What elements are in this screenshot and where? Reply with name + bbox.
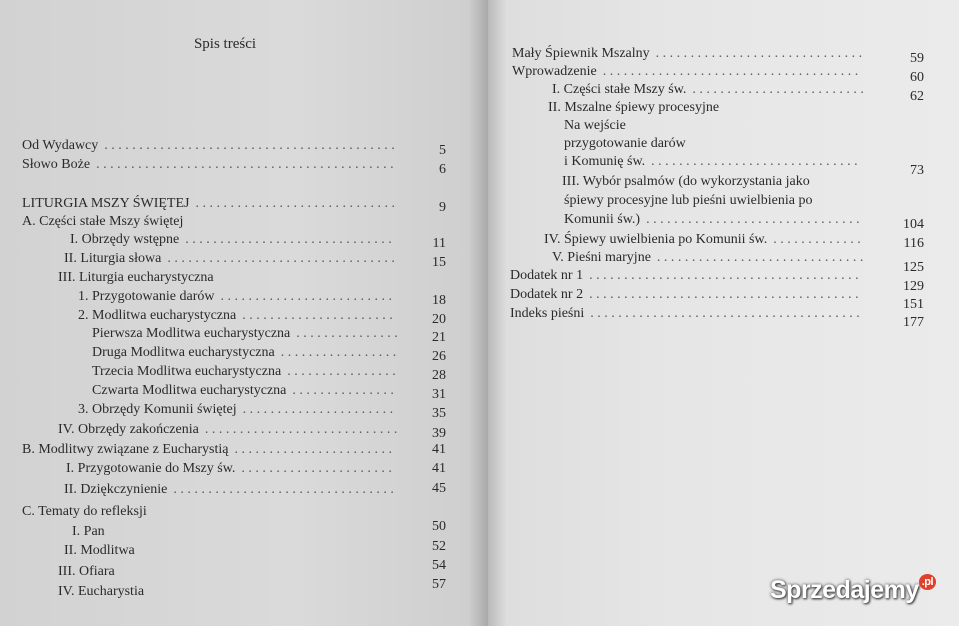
toc-page-number: 129 xyxy=(903,279,924,294)
toc-entry xyxy=(0,270,488,286)
leader-dots: . . . . . . . . . . . . . . . . . . . . . . . . . . . . . . xyxy=(655,46,863,61)
leader-dots: . . . . . . . . . . . . . . . . . . . . . . . . . . . . . . xyxy=(185,232,392,247)
leader-dots: . . . . . . . . . . . . . . . xyxy=(292,383,394,398)
toc-entry-label: III. Liturgia eucharystyczna xyxy=(58,270,214,285)
toc-entry-label: III. Ofiara xyxy=(58,564,115,579)
sprzedajemy-watermark: Sprzedajemy $^{.pl}$ xyxy=(770,576,936,605)
leader-dots: . . . . . . . . . . . . . . . . . . . . . . . . . . . . . . xyxy=(651,154,858,169)
right-page xyxy=(488,0,959,626)
toc-entry-label: 2. Modlitwa eucharystyczna xyxy=(78,308,237,323)
toc-entry-label: Trzecia Modlitwa eucharystyczna xyxy=(92,364,282,379)
toc-entry-label: I. Części stałe Mszy św. xyxy=(552,82,687,97)
toc-entry-label: I. Pan xyxy=(72,524,105,539)
toc-entry-label: II. Mszalne śpiewy procesyjne xyxy=(548,100,720,115)
toc-title: Spis treści xyxy=(193,36,257,52)
toc-entry xyxy=(488,174,959,190)
toc-entry xyxy=(488,100,959,116)
leader-dots: . . . . . . . . . . . . . . . . . . . . . . xyxy=(241,461,392,476)
toc-entry-label: V. Pieśni maryjne xyxy=(552,250,651,265)
leader-dots: . . . . . . . . . . . . . . . . . xyxy=(280,345,397,360)
leader-dots: . . . . . . . . . . . . . . . . . . . . . . . . . . . . . . . xyxy=(646,212,860,227)
toc-entry-label: IV. Eucharystia xyxy=(58,584,145,599)
toc-page-number: 15 xyxy=(432,255,446,270)
leader-dots: . . . . . . . . . . . . . xyxy=(773,232,861,247)
leader-dots: . . . . . . . . . . . . . . . . . . . . . . . . . . . . . . . . . . . . . xyxy=(602,64,859,79)
leader-dots: . . . . . . . . . . . . . . . . . . . . . . . . . xyxy=(220,289,392,304)
toc-entry-label: Czwarta Modlitwa eucharystyczna xyxy=(92,383,287,398)
toc-page-number: 104 xyxy=(903,217,924,232)
toc-entry-label: Druga Modlitwa eucharystyczna xyxy=(92,345,275,360)
toc-page-number: 35 xyxy=(432,406,446,421)
toc-entry-label: Słowo Boże xyxy=(22,157,91,172)
toc-page-number: 59 xyxy=(910,51,924,66)
toc-page-number: 18 xyxy=(432,293,446,308)
toc-page-number: 60 xyxy=(910,70,924,85)
toc-page-number: 151 xyxy=(903,297,924,312)
toc-page-number: 50 xyxy=(432,519,446,534)
leader-dots: . . . . . . . . . . . . . . . xyxy=(296,326,398,341)
toc-page-number: 62 xyxy=(910,89,924,104)
toc-entry-label: III. Wybór psalmów (do wykorzystania jako xyxy=(562,174,810,189)
toc-entry-label: Komunii św.) xyxy=(564,212,641,227)
leader-dots: . . . . . . . . . . . . . . . . . . . . . . xyxy=(242,402,394,417)
toc-page-number: 28 xyxy=(432,368,446,383)
toc-entry-label: Od Wydawcy xyxy=(22,138,99,153)
leader-dots: . . . . . . . . . . . . . . . . . . . . . . . . . . . . . . . . . . . . . . . xyxy=(590,306,860,321)
leader-dots: . . . . . . . . . . . . . . . . . . . . . . . . . . . . . . . . . . . . . . . xyxy=(589,268,859,283)
toc-page-number: 73 xyxy=(910,163,924,178)
toc-page-number: 125 xyxy=(903,260,924,275)
leader-dots: . . . . . . . . . . . . . . . . . . . . . . . . . . . . . . xyxy=(656,250,864,265)
toc-entry-label: przygotowanie darów xyxy=(564,136,686,151)
toc-entry-label: II. Dziękczynienie xyxy=(64,482,168,497)
toc-entry-label: Pierwsza Modlitwa eucharystyczna xyxy=(92,326,291,341)
toc-entry xyxy=(0,214,488,230)
toc-entry-label: Wprowadzenie xyxy=(512,64,597,79)
toc-entry-label: Na wejście xyxy=(564,118,626,133)
toc-entry-label: I. Przygotowanie do Mszy św. xyxy=(66,461,236,476)
toc-page-number: 57 xyxy=(432,577,446,592)
toc-entry-label: A. Części stałe Mszy świętej xyxy=(22,214,184,229)
toc-page-number: 26 xyxy=(432,349,446,364)
toc-page-number: 11 xyxy=(432,236,446,251)
toc-entry-label: I. Obrzędy wstępne xyxy=(70,232,180,247)
toc-entry-label: II. Modlitwa xyxy=(64,543,135,558)
leader-dots: . . . . . . . . . . . . . . . . . . . . . . . . . xyxy=(692,82,864,97)
toc-entry-label: IV. Śpiewy uwielbienia po Komunii św. xyxy=(544,232,768,247)
toc-entry-label: Dodatek nr 1 xyxy=(510,268,584,283)
toc-entry-label: LITURGIA MSZY ŚWIĘTEJ xyxy=(22,196,190,211)
toc-page-number: 54 xyxy=(432,558,446,573)
leader-dots: . . . . . . . . . . . . . . . . . . . . . . . . . . . . . . . . . xyxy=(167,251,395,266)
leader-dots: . . . . . . . . . . . . . . . . . . . . . . . . . . . . . xyxy=(195,196,395,211)
leader-dots: . . . . . . . . . . . . . . . . . . . . . . . . . . . . . . . . xyxy=(173,482,394,497)
leader-dots: . . . . . . . . . . . . . . . . . . . . . . xyxy=(242,308,393,323)
toc-page-number: 20 xyxy=(432,312,446,327)
toc-entry xyxy=(488,118,959,134)
toc-page-number: 6 xyxy=(439,162,446,177)
toc-page-number: 41 xyxy=(432,442,446,457)
toc-entry-label: C. Tematy do refleksji xyxy=(22,504,147,519)
toc-entry-label: Indeks pieśni xyxy=(510,306,585,321)
toc-entry-label: B. Modlitwy związane z Eucharystią xyxy=(22,442,229,457)
toc-entry-label: Dodatek nr 2 xyxy=(510,287,584,302)
leader-dots: . . . . . . . . . . . . . . . . . . . . . . . . . . . . . . . . . . . . . . . xyxy=(589,287,859,302)
toc-page-number: 45 xyxy=(432,481,446,496)
leader-dots: . . . . . . . . . . . . . . . . . . . . . . . . . . . . . . . . . . . . . . . . . . xyxy=(104,138,395,153)
leader-dots: . . . . . . . . . . . . . . . . . . . . . . . xyxy=(234,442,392,457)
toc-entry xyxy=(0,504,488,520)
toc-entry xyxy=(488,136,959,152)
toc-entry-label: śpiewy procesyjne lub pieśni uwielbienia po xyxy=(564,193,813,208)
toc-entry-label: Mały Śpiewnik Mszalny xyxy=(512,46,650,61)
toc-page-number: 5 xyxy=(439,143,446,158)
toc-entry-label: 1. Przygotowanie darów xyxy=(78,289,215,304)
toc-entry-label: i Komunię św. xyxy=(564,154,646,169)
toc-page-number: 41 xyxy=(432,461,446,476)
toc-page-number: 177 xyxy=(903,315,924,330)
leader-dots: . . . . . . . . . . . . . . . . . . . . . . . . . . . . . . . . . . . . . . . . . . . xyxy=(96,157,394,172)
toc-entry-label: 3. Obrzędy Komunii świętej xyxy=(78,402,237,417)
leader-dots: . . . . . . . . . . . . . . . . . . . . . . . . . . . . xyxy=(204,422,398,437)
toc-page-number: 52 xyxy=(432,539,446,554)
toc-page-number: 21 xyxy=(432,330,446,345)
toc-page-number: 31 xyxy=(432,387,446,402)
toc-entry xyxy=(488,193,959,209)
toc-page-number: 116 xyxy=(903,236,924,251)
leader-dots: . . . . . . . . . . . . . . . . xyxy=(287,364,396,379)
toc-entry-label: II. Liturgia słowa xyxy=(64,251,162,266)
toc-page-number: 9 xyxy=(439,200,446,215)
toc-page-number: 39 xyxy=(432,426,446,441)
toc-entry-label: IV. Obrzędy zakończenia xyxy=(58,422,199,437)
